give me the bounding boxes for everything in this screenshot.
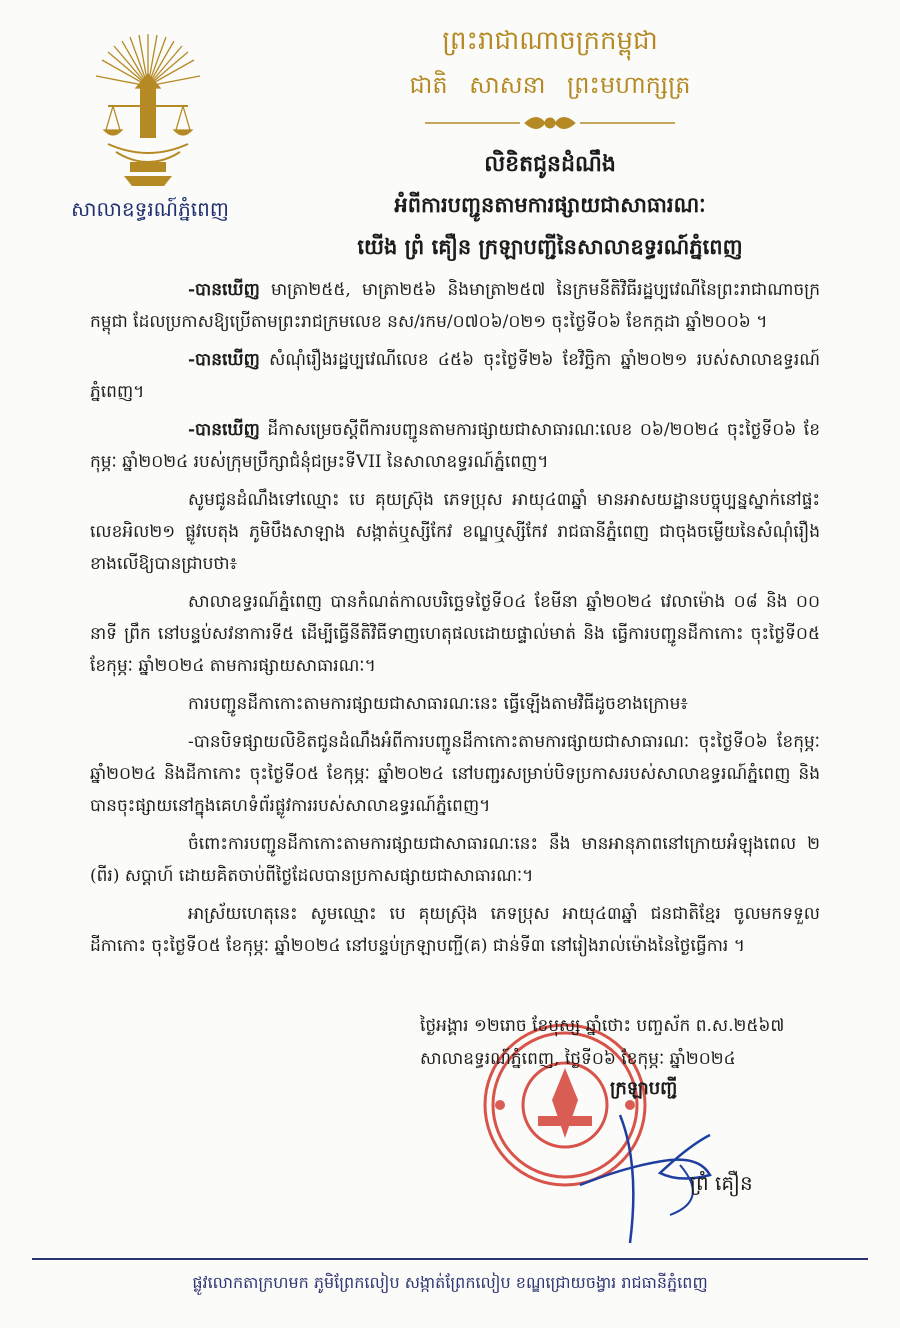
lunar-date: ថ្ងៃអង្គារ ១២រោច ខែបុស្ស ឆ្នាំថោះ បញ្ចស័ក ព.ស.២៥៦៧ bbox=[420, 1016, 785, 1036]
paragraph: -បានឃើញ ដីកាសម្រេចស្តីពីការបញ្ជូនតាមការផ្សាយជាសាធារណៈលេខ ០៦/២០២៤ ចុះថ្ងៃទី០៦ ខែកុម្ភៈ ឆ្នាំ២០២៤ របស់ក្រុមប្រឹក្សាជំនុំជម្រះទីVII នៃសាលាឧទ្ធរណ៍ភ្នំពេញ។ bbox=[90, 420, 820, 472]
signer-name: ព្រំ គឿន bbox=[690, 1171, 753, 1195]
footer-address: ផ្លូវលោកតាក្រហមក ភូមិព្រែកលៀប សង្កាត់ព្រែកលៀប ខណ្ឌជ្រោយចង្វារ រាជធានីភ្នំពេញ bbox=[192, 1273, 708, 1292]
signer-role: ក្រឡាបញ្ជី bbox=[610, 1078, 678, 1099]
kingdom-heading: ព្រះរាជាណាចក្រកម្ពុជា bbox=[442, 26, 658, 56]
paragraph: -បានឃើញ សំណុំរឿងរដ្ឋប្បវេណីលេខ ៤៥៦ ចុះថ្ងៃទី២៦ ខែវិច្ឆិកា ឆ្នាំ២០២១ របស់សាលាឧទ្ធរណ៍ភ្នំពេញ។ bbox=[90, 350, 820, 402]
ornament-divider-icon bbox=[425, 112, 675, 134]
paragraph: ចំពោះការបញ្ជូនដីកាកោះតាមការផ្សាយជាសាធារណៈនេះ នឹង មានអានុភាពនៅក្រោយអំឡុងពេល ២ (ពីរ) សប្តាហ៍ ដោយគិតចាប់ពីថ្ងៃដែលបានប្រកាសផ្សាយជាសាធារណៈ។ bbox=[90, 834, 820, 886]
paragraph: -បានបិទផ្សាយលិខិតជូនដំណឹងអំពីការបញ្ជូនដីកាកោះតាមការផ្សាយជាសាធារណៈ ចុះថ្ងៃទី០៦ ខែកុម្ភៈ ឆ្នាំ២០២៤ និងដីកាកោះ ចុះថ្ងៃទី០៥ ខែកុម្ភៈ ឆ្នាំ២០២៤ នៅបញ្ជរសម្រាប់បិទប្រកាសរបស់សាលាឧទ្ធរណ៍ភ្នំពេញ និង បានចុះផ្សាយនៅក្នុងគេហទំព័រផ្លូវការរបស់សាលាឧទ្ធរណ៍ភ្នំពេញ។ bbox=[90, 732, 820, 816]
court-name-label: សាលាឧទ្ធរណ៍ភ្នំពេញ bbox=[71, 197, 229, 221]
place-and-date: សាលាឧទ្ធរណ៍ភ្នំពេញ, ថ្ងៃទី០៦ ខែកុម្ភៈ ឆ្នាំ២០២៤ bbox=[420, 1049, 736, 1069]
closing-date-block bbox=[420, 1010, 840, 1076]
issuer-statement: យើង ព្រំ គឿន ក្រឡាបញ្ជីនៃសាលាឧទ្ធរណ៍ភ្នំពេញ bbox=[357, 234, 743, 259]
court-emblem-icon bbox=[78, 26, 218, 196]
paragraph: ការបញ្ជូនដីកាកោះតាមការផ្សាយជាសាធារណៈនេះ ធ្វើឡើងតាមវិធីដូចខាងក្រោម៖ bbox=[188, 694, 688, 714]
paragraph: សាលាឧទ្ធរណ៍ភ្នំពេញ បានកំណត់កាលបរិច្ឆេទថ្ងៃទី០៤ ខែមីនា ឆ្នាំ២០២៤ វេលាម៉ោង ០៨ និង ០០ នាទី ព្រឹក នៅបន្ទប់សវនាការទី៥ ដើម្បីធ្វើនីតិវិធីទាញហេតុផលដោយផ្ទាល់មាត់ និង ធ្វើការបញ្ជូនដីកាកោះ ចុះថ្ងៃទី០៥ ខែកុម្ភៈ ឆ្នាំ២០២៤ តាមការផ្សាយសាធារណៈ។ bbox=[90, 592, 820, 676]
document-title: លិខិតជូនដំណឹង bbox=[484, 151, 616, 177]
paragraph: -បានឃើញ មាត្រា២៥៥, មាត្រា២៥៦ និងមាត្រា២៥៧ នៃក្រមនីតិវិធីរដ្ឋប្បវេណីនៃព្រះរាជាណាចក្រកម្ពុជា ដែលប្រកាសឱ្យប្រើតាមព្រះរាជក្រមលេខ នស/រកម/០៧០៦/០២១ ចុះថ្ងៃទី០៦ ខែកក្កដា ឆ្នាំ២០០៦ ។ bbox=[90, 280, 820, 332]
document-subtitle: អំពីការបញ្ជូនតាមការផ្សាយជាសាធារណៈ bbox=[394, 192, 706, 217]
document-body bbox=[90, 274, 820, 968]
paragraph: សូមជូនដំណឹងទៅឈ្មោះ បេ គុយស្រ៊ុង ភេទប្រុស អាយុ៤៣ឆ្នាំ មានអាសយដ្ឋានបច្ចុប្បន្នស្នាក់នៅផ្ទះលេខអិល២១ ផ្លូវបេតុង ភូមិបឹងសាឡាង សង្កាត់ឬស្សីកែវ ខណ្ឌឬស្សីកែវ រាជធានីភ្នំពេញ ជាចុងចម្លើយនៃសំណុំរឿងខាងលើឱ្យបានជ្រាបថា៖ bbox=[90, 490, 820, 574]
footer-divider bbox=[32, 1258, 868, 1260]
paragraph: អាស្រ័យហេតុនេះ សូមឈ្មោះ បេ គុយស្រ៊ុង ភេទប្រុស អាយុ៤៣ឆ្នាំ ជនជាតិខ្មែរ ចូលមកទទួលដីកាកោះ ចុះថ្ងៃទី០៥ ខែកុម្ភៈ ឆ្នាំ២០២៤ នៅបន្ទប់ក្រឡាបញ្ជី(គ) ជាន់ទី៣ នៅរៀងរាល់ម៉ោងនៃថ្ងៃធ្វើការ ។ bbox=[90, 904, 820, 956]
national-motto: ជាតិ សាសនា ព្រះមហាក្សត្រ bbox=[409, 71, 691, 99]
